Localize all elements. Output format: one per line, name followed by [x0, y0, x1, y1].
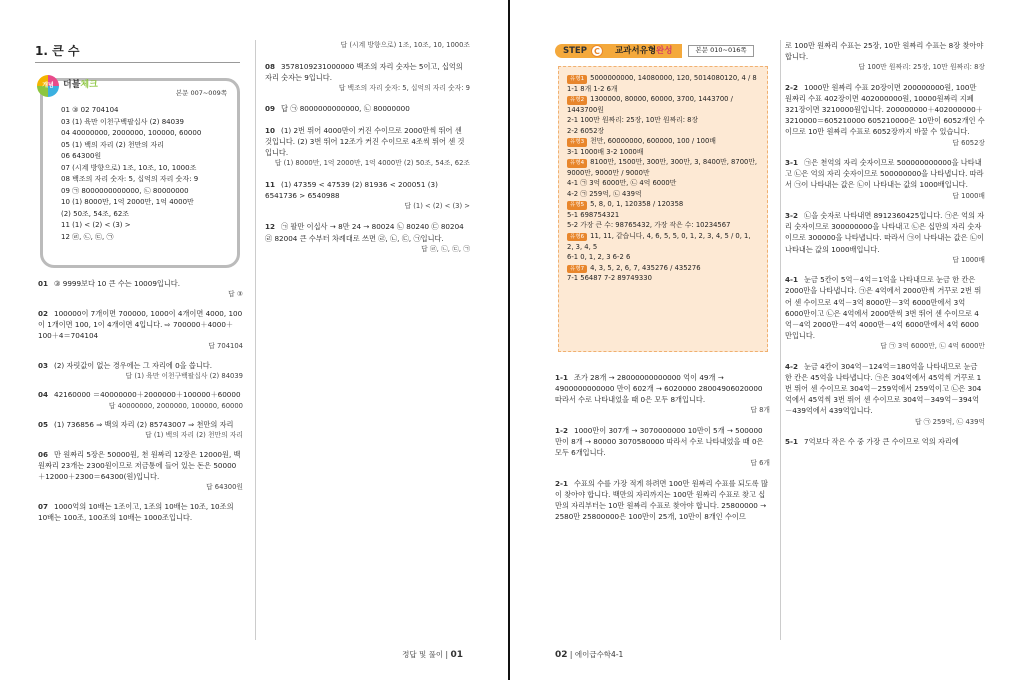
step-box-line	[567, 84, 759, 95]
answer-text	[265, 179, 470, 201]
double-check-ref: 본문 007~009쪽	[175, 89, 227, 97]
double-check-line: 01 ③ 02 704104	[61, 106, 119, 114]
answer-text	[38, 360, 243, 371]
step-box-line	[567, 231, 759, 252]
answer-item	[38, 449, 243, 493]
answer-body: 42160000 ＝40000000＋2000000＋100000＋60000	[54, 390, 241, 400]
double-check-line: 08 백조의 자리 숫자: 5, 십억의 자리 숫자: 9	[61, 175, 199, 183]
double-check-line: 03 (1) 육만 이천구백팔십사 (2) 84039	[61, 117, 184, 126]
answer-result: 답 (1) < (2) < (3) >	[404, 201, 470, 210]
answer-item	[38, 278, 243, 300]
answer-result: 답 704104	[208, 342, 243, 351]
answer-number: 06	[38, 449, 49, 459]
step-box-line	[567, 94, 759, 115]
double-check-line: 11 (1) < (2) < (3) >	[61, 221, 131, 229]
answer-number: 11	[265, 179, 276, 189]
type-tag: 유형3	[567, 138, 587, 147]
answer-item	[785, 157, 985, 201]
answer-body: 1000억의 10배는 1조이고, 1조의 10배는 10조, 10조의 10배는 100조, 100조의 10배는 1000조입니다.	[38, 501, 234, 522]
answer-text	[38, 389, 243, 400]
answer-text	[38, 501, 243, 523]
answer-text	[38, 278, 243, 289]
answer-number: 2-1	[555, 479, 568, 488]
answer-result: 답 ㉣, ㉡, ㉢, ㉠	[421, 244, 470, 253]
type-tag: 유형5	[567, 201, 587, 210]
answer-body: ㉠ 팔만 이십사 → 8만 24 → 80024 ㉡ 80240 ㉢ 80204 ㉣ 82004 큰 수부터 차례대로 쓰면 ㉣, ㉡, ㉢, ㉠입니다.	[265, 222, 464, 243]
chapter-rule	[35, 62, 240, 63]
answer-item	[38, 308, 243, 352]
step-box-line	[567, 220, 759, 231]
answer-number: 12	[265, 222, 276, 232]
answer-item	[785, 361, 985, 427]
answer-item	[555, 372, 770, 416]
answer-result: 답 (1) 육만 이천구백팔십사 (2) 84039	[125, 371, 243, 380]
answer-text	[785, 274, 985, 341]
answer-body: 답 ㉠ 8000000000000, ㉡ 80000000	[281, 104, 410, 114]
answer-item	[265, 40, 470, 51]
answer-number: 05	[38, 420, 49, 430]
answer-item	[265, 103, 470, 114]
answer-body: 1000만 원짜리 수표 20장이면 200000000원, 100만 원짜리 수표 402장이면 402000000원, 10000원짜리 지폐 321장이면 3210000원입니다. 200000000＋402000000＋3210000＝605210000 605210000은 10만이 6052개인 수이므로 10만 원짜리 수표로 6052장까지 바꿀 수 있습니다.	[785, 82, 985, 137]
step-box-text: 5-2 가장 큰 수: 98765432, 가장 작은 수: 10234567	[567, 221, 731, 230]
step-box-line	[567, 263, 759, 274]
answer-number: 4-1	[785, 275, 798, 285]
step-box-line	[567, 273, 759, 284]
page-divider	[508, 0, 510, 680]
answer-item	[785, 210, 985, 265]
answer-number: 3-1	[785, 158, 798, 168]
answer-item	[265, 125, 470, 169]
answer-text	[265, 61, 470, 83]
answer-text	[785, 361, 985, 417]
answer-text	[555, 425, 770, 458]
answer-result: 답 8개	[750, 406, 770, 415]
step-box-text: 5-1 698754321	[567, 210, 620, 219]
answer-item	[265, 179, 470, 212]
answer-text	[265, 221, 470, 243]
answer-number: 08	[265, 61, 276, 71]
type-tag: 유형2	[567, 96, 587, 105]
answer-body: 1000만이 307개 → 3070000000 10만이 5개 → 500000 만이 8개 → 80000 3070580000 따라서 수로 나타내었을 때 0은 모두 6개입니다.	[555, 426, 764, 458]
answer-item	[785, 274, 985, 351]
answer-body: 로 100만 원짜리 수표는 25장, 10만 원짜리 수표는 8장 찾아야 합니다.	[785, 41, 984, 62]
step-box-text: 7-1 56487 7-2 89749330	[567, 274, 652, 283]
answer-text	[785, 157, 985, 190]
answer-number: 02	[38, 308, 49, 318]
double-check-line: 09 ㉠ 8000000000000, ㉡ 80000000	[61, 186, 189, 195]
answer-body: ㉡을 숫자로 나타내면 8912360425입니다. ㉠은 억의 자리 숫자이므로 300000000을 나타내고 ㉡은 십만의 자리 숫자이므로 300000을 나타냅니다. 따라서 ㉠이 나타내는 값은 ㉡이 나타내는 값의 1000배입니다.	[785, 211, 985, 254]
right-answers-col1	[555, 372, 770, 532]
answer-text	[555, 372, 770, 405]
answer-body: (2) 자릿값이 없는 경우에는 그 자리에 0을 씁니다.	[54, 360, 213, 370]
answer-text	[555, 478, 770, 523]
answer-result: 답 백조의 자리 숫자: 5, 십억의 자리 숫자: 9	[338, 83, 470, 92]
step-box-text: 6-1 0, 1, 2, 3 6-2 6	[567, 253, 631, 262]
type-tag: 유형7	[567, 265, 587, 274]
answer-number: 07	[38, 501, 49, 511]
double-check-line: 10 (1) 8000만, 1억 2000만, 1억 4000만	[61, 198, 194, 206]
double-check-line: (2) 50조, 54조, 62조	[61, 209, 130, 218]
answer-item	[555, 425, 770, 469]
right-column-rule	[780, 40, 781, 640]
answer-result: 답 (1) 백의 자리 (2) 천만의 자리	[145, 431, 243, 440]
step-box-line	[567, 136, 759, 147]
answer-item	[38, 360, 243, 382]
step-box-text: 1-1 8개 1-2 6개	[567, 84, 618, 93]
answer-result: 답 1000배	[952, 255, 985, 264]
answer-body: 만 원짜리 5장은 50000원, 천 원짜리 12장은 12000원, 백 원짜리 23개는 2300원이므로 저금통에 들어 있는 돈은 50000＋12000＋2300＝64300(원)입니다.	[38, 449, 241, 482]
step-box-line	[567, 178, 759, 189]
answer-body: 7억보다 작은 수 중 가장 큰 수이므로 억의 자리에	[804, 437, 959, 447]
answer-body: (1) 736856 ⇒ 백의 자리 (2) 85743007 ⇒ 천만의 자리	[54, 420, 234, 430]
double-check-lines	[61, 105, 227, 243]
answer-result: 답 6052장	[952, 138, 985, 147]
answer-number: 01	[38, 279, 49, 288]
right-answers-col2	[785, 40, 985, 456]
answer-number: 1-1	[555, 373, 568, 382]
answer-item	[785, 40, 985, 73]
answer-body: 수표의 수를 가장 적게 하려면 100만 원짜리 수표를 되도록 많이 찾아야 합니다. 백만의 자리까지는 100만 원짜리 수표로 찾고 십만의 자리부터는 10만 원짜리 수표로 찾아야 합니다. 25800000 → 2580만 25800000은 100만이 25개, 10만이 8개인 수이므	[555, 479, 768, 522]
answer-result: 답 ㉠ 259억, ㉡ 439억	[914, 417, 985, 426]
answer-body: 눈금 4칸이 304억－124억＝180억을 나타내므로 눈금 한 칸은 45억을 나타냅니다. ㉠은 304억에서 45억씩 거꾸로 1번 뛰어 센 수이므로 304억－259억에서 259억이고 ㉡은 304억에서 45억씩 3번 뛰어 센 수이므로 304억－349억－394억－439억에서 439억입니다.	[785, 361, 982, 416]
answer-number: 4-2	[785, 361, 798, 371]
step-letter-icon: C	[591, 45, 603, 57]
step-box-text: 2-2 6052장	[567, 126, 605, 135]
answer-number: 09	[265, 104, 276, 114]
answer-result: 답 (시계 방향으로) 1조, 10조, 10, 1000조	[340, 41, 470, 49]
step-box-line	[567, 210, 759, 221]
step-box-line	[567, 73, 759, 84]
left-footer: 정답 및 풀이 | 01	[402, 649, 463, 660]
answer-text	[38, 449, 243, 482]
answer-result: 답 1000배	[952, 191, 985, 200]
answer-result: 답 6개	[750, 459, 770, 468]
step-box-line	[567, 115, 759, 126]
step-box-text: 11, 11, 같습니다, 4, 6, 5, 5, 0, 1, 2, 3, 4, 5 / 0, 1, 2, 3, 4, 5	[567, 231, 751, 251]
answer-body: ㉠은 천억의 자리 숫자이므로 500000000000을 나타내고 ㉡은 억의 자리 숫자이므로 500000000을 나타냅니다. 따라서 ㉠이 나타내는 값은 ㉡이 나타내는 값의 1000배입니다.	[785, 158, 984, 190]
type-tag: 유형4	[567, 159, 587, 168]
answer-item	[785, 82, 985, 148]
step-box-text: 1300000, 80000, 60000, 3700, 1443700 / 1443700원	[567, 95, 733, 114]
answer-text	[265, 103, 470, 114]
chapter-title: 1. 큰 수	[35, 44, 80, 58]
answer-text	[38, 308, 243, 341]
answer-item	[38, 419, 243, 441]
answer-result: 답 40000000, 2000000, 100000, 60000	[108, 401, 243, 410]
double-check-badge-icon: 개념	[37, 75, 59, 97]
answer-item	[555, 478, 770, 523]
step-title: 교과서유형완성	[611, 44, 683, 59]
step-box-text: 3-1 1000배 3-2 1000배	[567, 147, 644, 156]
answer-item	[265, 61, 470, 94]
type-tag: 유형6	[567, 233, 587, 242]
right-footer: 02 | 에이급수학4-1	[555, 649, 624, 660]
step-box-text: 4-1 ㉠ 3억 6000만, ㉡ 4억 6000만	[567, 179, 677, 188]
step-box-text: 4-2 ㉠ 259억, ㉡ 439억	[567, 189, 642, 198]
answer-text	[785, 40, 985, 62]
answer-body: (1) 47359 < 47539 (2) 81936 < 200051 (3) 6541736 > 6540988	[265, 179, 438, 200]
step-box-text: 8100만, 1500만, 300만, 300만, 3, 8400만, 8700만, 9000만, 9000만 / 9000만	[567, 158, 758, 177]
answer-result: 답 (1) 8000만, 1억 2000만, 1억 4000만 (2) 50조, 54조, 62조	[274, 159, 470, 167]
answer-result: 답 ③	[228, 290, 243, 299]
answer-item	[38, 389, 243, 411]
answer-item	[265, 221, 470, 254]
type-tag: 유형1	[567, 75, 587, 84]
answer-body: 3578109231000000 백조의 자리 숫자는 5이고, 십억의 자리 숫자는 9입니다.	[265, 61, 463, 82]
answer-result: 답 64300원	[206, 483, 243, 492]
answer-body: ③ 9999보다 10 큰 수는 10009입니다.	[54, 279, 181, 288]
answer-number: 1-2	[555, 426, 568, 435]
answer-body: 조가 28개 → 28000000000000 억이 49개 → 4900000000000 만이 602개 → 6020000 28004906020000 따라서 수로 나타내었을 때 0은 모두 8개입니다.	[555, 373, 763, 405]
step-ref: 본문 010~016쪽	[688, 45, 753, 57]
double-check-title: 더블체크	[63, 80, 98, 90]
double-check-line: 12 ㉣, ㉡, ㉢, ㉠	[61, 232, 114, 241]
step-box-text: 5, 8, 0, 1, 120358 / 120358	[590, 200, 684, 209]
answer-number: 2-2	[785, 82, 798, 92]
step-box-line	[567, 199, 759, 210]
step-box-text: 4, 3, 5, 2, 6, 7, 435276 / 435276	[590, 263, 701, 272]
left-column-rule	[255, 40, 256, 640]
step-box-text: 2-1 100만 원짜리: 25장, 10만 원짜리: 8장	[567, 116, 699, 125]
answer-text	[785, 436, 985, 447]
answer-body: (1) 2번 뛰어 4000만이 커진 수이므로 2000만씩 뛰어 센 것입니다. (2) 3번 뛰어 12조가 커진 수이므로 4조씩 뛰어 센 것입니다.	[265, 125, 465, 157]
step-box-line	[567, 189, 759, 200]
double-check-line: 04 40000000, 2000000, 100000, 60000	[61, 129, 202, 137]
answer-result: 답 ㉠ 3억 6000만, ㉡ 4억 6000만	[880, 342, 985, 351]
answer-body: 100000이 7개이면 700000, 1000이 4개이면 4000, 100이 1개이면 100, 1이 4개이면 4입니다. ⇨ 700000＋4000＋100＋4＝704104	[38, 308, 243, 340]
step-box-line	[567, 147, 759, 158]
left-answers-col2	[265, 40, 470, 264]
step-box-line	[567, 157, 759, 178]
double-check-line: 06 64300원	[61, 152, 102, 160]
answer-number: 10	[265, 125, 276, 135]
step-box-line	[567, 252, 759, 263]
answer-body: 눈금 5칸이 5억－4억＝1억을 나타내므로 눈금 한 칸은 2000만을 나타냅니다. ㉠은 4억에서 2000만씩 거꾸로 2번 뛰어 센 수이므로 4억－3억 8000만－3억 6000만에서 3억 6000만이고 ㉡은 4억에서 2000만씩 3번 뛰어 센 수이므로 4억－4억 2000만－4억 4000만－4억 6000만에서 4억 6000만입니다.	[785, 275, 982, 341]
double-check-line: 07 (시계 방향으로) 1조, 10조, 10, 1000조	[61, 163, 197, 172]
step-box-line	[567, 126, 759, 137]
double-check-line: 05 (1) 백의 자리 (2) 천만의 자리	[61, 140, 164, 149]
step-box-text: 5000000000, 14080000, 120, 5014080120, 4 / 8	[590, 74, 757, 82]
double-check-box	[40, 78, 240, 268]
left-answers-col1	[38, 278, 243, 531]
answer-result: 답 100만 원짜리: 25장, 10만 원짜리: 8장	[858, 63, 985, 72]
step-header	[555, 44, 754, 58]
answer-item	[38, 501, 243, 523]
answer-number: 3-2	[785, 211, 798, 221]
step-label: STEP C	[555, 44, 611, 59]
left-page	[0, 0, 505, 680]
answer-text	[38, 419, 243, 430]
step-box-text: 천만, 60000000, 600000, 100 / 100배	[590, 137, 716, 146]
answer-number: 04	[38, 390, 49, 400]
answer-item	[785, 436, 985, 447]
answer-number: 5-1	[785, 437, 798, 447]
answer-number: 03	[38, 360, 49, 370]
answer-text	[785, 82, 985, 138]
answer-text	[265, 125, 470, 158]
step-answer-box	[558, 66, 768, 352]
answer-text	[785, 210, 985, 255]
